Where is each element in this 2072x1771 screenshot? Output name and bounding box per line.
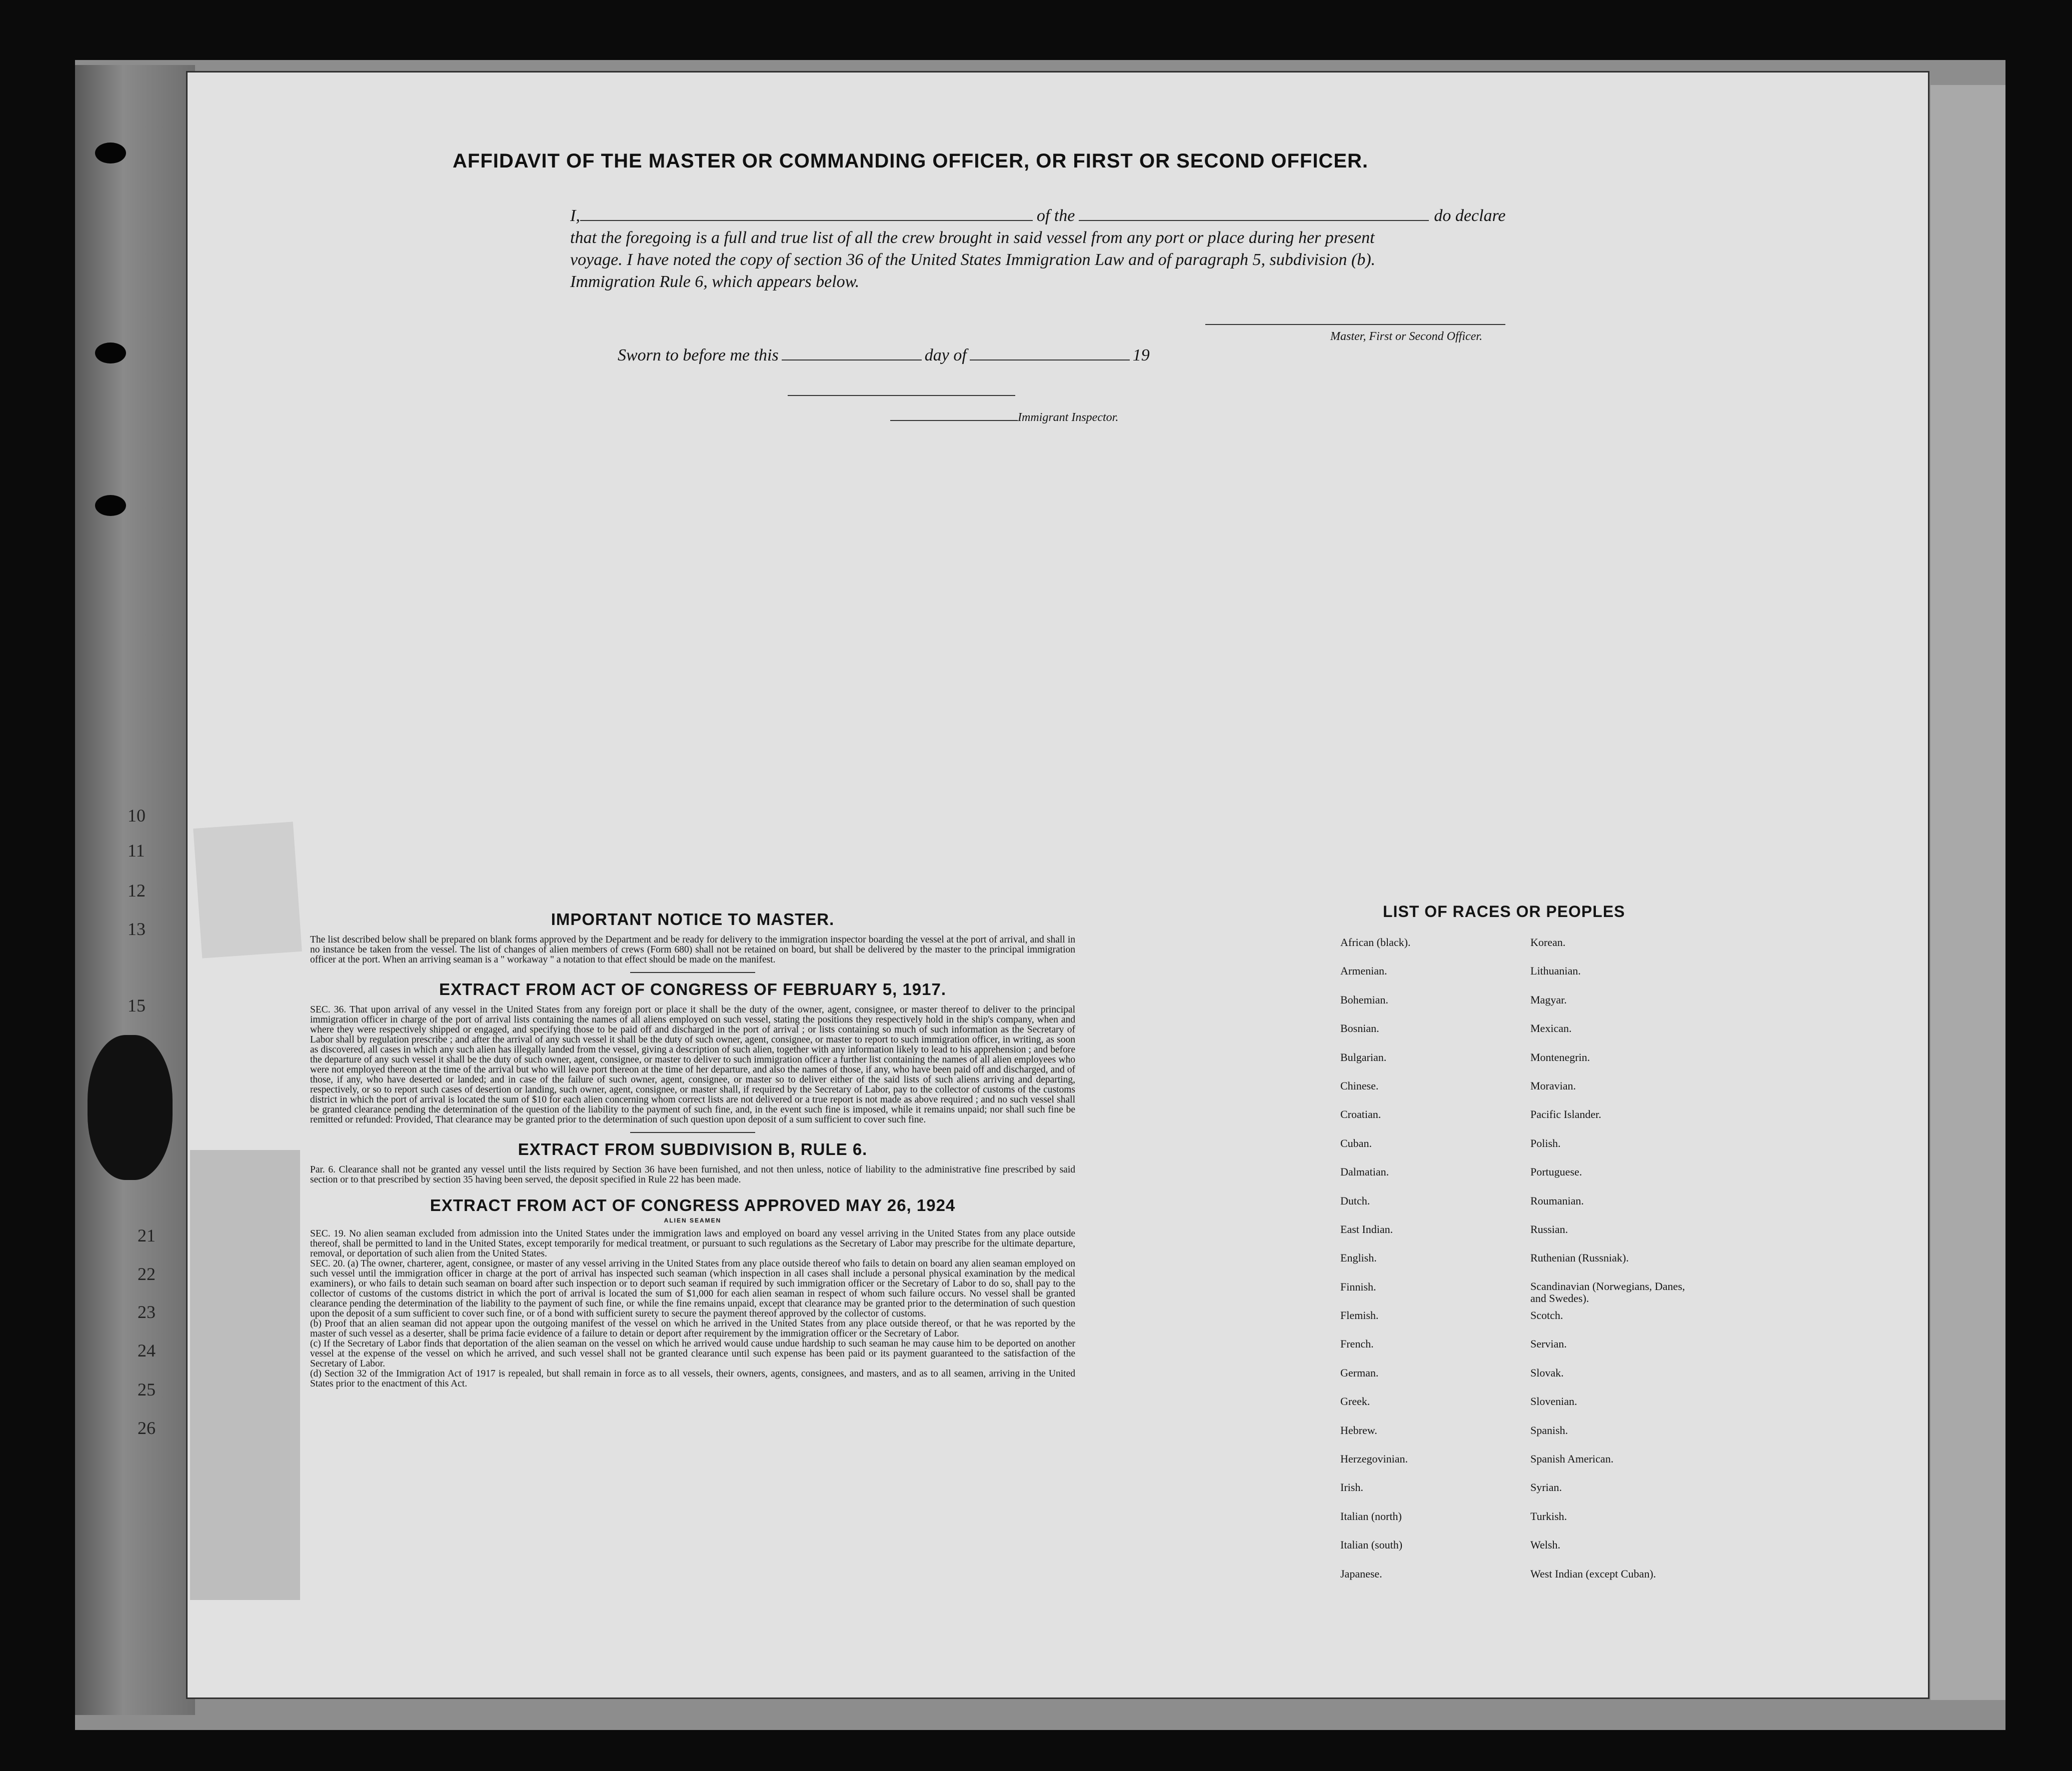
race-item: Finnish. [1340, 1280, 1376, 1293]
affidavit-i: I, [570, 206, 580, 225]
race-item: Italian (north) [1340, 1510, 1402, 1522]
race-item: Turkish. [1530, 1510, 1567, 1522]
race-item: German. [1340, 1366, 1379, 1379]
act-1924-sec20b: (b) Proof that an alien seaman did not appear upon the outgoing manifest of the vessel on which he arrived in the United States from any place outside thereof, or that he was reported by the master of such vessel as a deserter, shall be prima facie evidence of a failure to detain or deport after requirement by the immigration officer or the Secretary of Labor. [310, 1318, 1075, 1339]
race-item: Italian (south) [1340, 1538, 1403, 1552]
race-item: Bohemian. [1340, 993, 1388, 1006]
race-item: Welsh. [1530, 1538, 1560, 1552]
margin-number: 15 [128, 996, 146, 1016]
race-item: Spanish American. [1530, 1452, 1614, 1466]
act-1917-text: SEC. 36. That upon arrival of any vessel in the United States from any foreign port or place it shall be the duty of the owner, agent, consignee, or master thereof to deliver to the principal immigration officer in charge of the port of arrival lists containing the names of all aliens employed on such vessel, stating the positions they respectively hold in the ship's company, when and where they were respectively shipped or engaged, and specifying those to be paid off and discharged in the port of arrival ; or lists containing so much of such information as the Secretary of Labor shall by regulation prescribe ; and after the arrival of any such vessel it shall be the duty of such owner, agent, consignee, or master to report to such immigration officer, in writing, as soon as discovered, all cases in which any such alien has illegally landed from the vessel, giving a description of such alien, together with any information likely to lead to his apprehension ; and before the departure of any such vessel it shall be the duty of such owner, agent, consignee, or master to deliver to such immigration officer a further list containing the names of all alien employees who were not employed thereon at the time of the arrival but who will leave port thereon at the time of her departure, and also the names of those, if any, who have been paid off and discharged, and of those, if any, who have deserted or landed; and in case of the failure of such owner, agent, consignee, or master so to deliver either of the said lists of such aliens arriving and departing, respectively, or so to report such cases of desertion or landing, such owner, agent, consignee, or master shall, if required by the Secretary of Labor, pay to the collector of customs of the customs district in which the port of arrival is located the sum of $10 for each alien concerning whom correct lists are not delivered or a true report is not made as above required ; and no such vessel shall be granted clearance pending the determination of the question of the liability to the payment of such fine, and, in the event such fine is imposed, while it remains unpaid; nor shall such fine be remitted or refunded: Provided, That clearance may be granted prior to the determination of such question upon deposit of a sum sufficient to cover such fine. [310, 1004, 1075, 1125]
margin-number: 26 [138, 1418, 156, 1438]
torn-tab [193, 822, 302, 958]
race-item: Korean. [1530, 936, 1566, 948]
affidavit-declare: do declare [1434, 206, 1506, 225]
act-1924-subtitle: ALIEN SEAMEN [664, 1217, 722, 1224]
notice-section [310, 910, 1075, 1389]
vessel-blank[interactable] [1079, 220, 1429, 221]
race-item: Bosnian. [1340, 1022, 1379, 1035]
race-item: Chinese. [1340, 1079, 1379, 1092]
margin-number: 24 [138, 1340, 156, 1360]
race-item: Herzegovinian. [1340, 1452, 1408, 1466]
race-item: Scotch. [1530, 1309, 1563, 1322]
margin-number: 22 [138, 1264, 156, 1284]
race-item: Syrian. [1530, 1481, 1562, 1494]
affidavit-line-2: that the foregoing is a full and true list of all the crew brought in said vessel from any port or place during her present [570, 228, 1375, 247]
affidavit-line-4: Immigration Rule 6, which appears below. [570, 272, 860, 291]
day-of-label: day of [924, 346, 967, 364]
race-item: Hebrew. [1340, 1424, 1377, 1436]
margin-number: 10 [128, 806, 146, 826]
races-left-column [1340, 936, 1530, 1596]
race-item: Bulgarian. [1340, 1050, 1387, 1064]
inspector-signature-line-2[interactable] [890, 420, 1018, 421]
race-item: Moravian. [1530, 1079, 1576, 1092]
races-list [1340, 902, 1740, 1596]
race-item: Japanese. [1340, 1567, 1382, 1580]
race-item: Cuban. [1340, 1136, 1372, 1150]
race-item: French. [1340, 1338, 1374, 1350]
notice-text: The list described below shall be prepared on blank forms approved by the Department and be ready for delivery to the immigration inspector boarding the vessel at the port of arrival, and shall in no instance be taken from the vessel. The list of changes of alien members of crews (Form 680) shall not be retained on board, but shall be delivered by the master to the principal immigration officer at the port. When an arriving seaman is a " workaway " a notation to that effect should be made on the manifest. [310, 934, 1075, 965]
inspector-signature-line[interactable] [788, 395, 1015, 396]
divider [630, 1132, 755, 1133]
race-item: Greek. [1340, 1395, 1370, 1408]
act-1924-sec19: SEC. 19. No alien seaman excluded from admission into the United States under the immigration laws and employed on board any vessel arriving in the United States from any place outside thereof, shall be permitted to land in the United States, except temporarily for medical treatment, or pursuant to such regulations as the Secretary of Labor may prescribe for the ultimate departure, removal, or deportation of such alien from the United States. [310, 1228, 1075, 1259]
race-item: Irish. [1340, 1481, 1363, 1494]
race-item: Dutch. [1340, 1194, 1370, 1207]
act-1917-title: EXTRACT FROM ACT OF CONGRESS OF FEBRUARY 5, 1917. [439, 980, 947, 998]
margin-number: 21 [138, 1226, 156, 1246]
notice-title: IMPORTANT NOTICE TO MASTER. [551, 910, 835, 928]
sworn-line [618, 346, 1150, 365]
race-item: Lithuanian. [1530, 964, 1581, 978]
binder-hole-icon [95, 495, 126, 516]
race-item: Russian. [1530, 1222, 1568, 1236]
master-signature-line[interactable] [1205, 324, 1505, 325]
race-item: Roumanian. [1530, 1194, 1584, 1207]
race-item: East Indian. [1340, 1222, 1393, 1236]
backing-sheet-edge [1930, 85, 2005, 1700]
race-item: Magyar. [1530, 993, 1567, 1006]
affidavit-of-the: of the [1036, 206, 1075, 225]
affidavit-title: AFFIDAVIT OF THE MASTER OR COMMANDING OFFICER, OR FIRST OR SECOND OFFICER. [453, 150, 1368, 172]
binder-hole-icon [95, 142, 126, 164]
affidavit-statement [570, 205, 1550, 293]
margin-number: 13 [128, 919, 146, 939]
race-item: African (black). [1340, 936, 1411, 948]
margin-number: 12 [128, 880, 146, 900]
margin-number: 23 [138, 1302, 156, 1322]
race-item: English. [1340, 1252, 1377, 1264]
margin-number: 25 [138, 1380, 156, 1400]
affidavit-line-3: voyage. I have noted the copy of section 36 of the United States Immigration Law and of paragraph 5, subdivision (b). [570, 250, 1376, 269]
races-title: LIST OF RACES OR PEOPLES [1383, 902, 1625, 920]
race-item: Pacific Islander. [1530, 1108, 1601, 1121]
race-item: Scandinavian (Norwegians, Danes, and Swedes). [1530, 1280, 1685, 1304]
race-item: Polish. [1530, 1136, 1561, 1150]
binder-hole-icon [95, 342, 126, 364]
torn-edge [190, 1150, 300, 1600]
seal-icon [88, 1035, 173, 1180]
race-item: Servian. [1530, 1338, 1567, 1350]
race-item: Spanish. [1530, 1424, 1568, 1436]
race-item: Dalmatian. [1340, 1166, 1389, 1178]
race-item: Croatian. [1340, 1108, 1381, 1121]
races-right-column [1530, 936, 1720, 1596]
rule-6-text: Par. 6. Clearance shall not be granted any vessel until the lists required by Section 36 have been furnished, and not then unless, notice of liability to the administrative fine prescribed by said section or to that prescribed by section 35 having been served, the deposit specified in Rule 22 has been made. [310, 1164, 1075, 1185]
sworn-label: Sworn to before me this [618, 346, 779, 364]
race-item: Montenegrin. [1530, 1050, 1590, 1064]
race-item: Portuguese. [1530, 1166, 1582, 1178]
inspector-label: Immigrant Inspector. [1018, 411, 1119, 424]
bleed-through-text [650, 440, 654, 464]
race-item: Mexican. [1530, 1022, 1572, 1035]
race-item: Slovenian. [1530, 1395, 1577, 1408]
name-blank[interactable] [580, 220, 1033, 221]
act-1924-sec20d: (d) Section 32 of the Immigration Act of 1917 is repealed, but shall remain in force as to all vessels, their owners, agents, consignees, and masters, and as to all seamen, arriving in the United States prior to the enactment of this Act. [310, 1368, 1075, 1389]
rule-6-title: EXTRACT FROM SUBDIVISION B, RULE 6. [518, 1140, 868, 1158]
year-label: 19 [1132, 346, 1150, 364]
divider [630, 972, 755, 973]
act-1924-sec20c: (c) If the Secretary of Labor finds that deportation of the alien seaman on the vessel on which he arrived would cause undue hardship to such seaman he may cause him to be deported on another vessel at the expense of the vessel on which he arrived, and such vessel shall not be granted clearance until such expense has been paid or its payment guaranteed to the satisfaction of the Secretary of Labor. [310, 1338, 1075, 1369]
master-label: Master, First or Second Officer. [1330, 330, 1482, 343]
race-item: Flemish. [1340, 1309, 1379, 1322]
race-item: Armenian. [1340, 964, 1387, 978]
race-item: Slovak. [1530, 1366, 1564, 1379]
act-1924-sec20a: SEC. 20. (a) The owner, charterer, agent, consignee, or master of any vessel arriving in the United States from any place outside thereof who fails to detain on board any alien seaman employed on such vessel until the immigration officer in charge at the port of arrival has inspected such seaman (which inspection in all cases shall include a personal physical examination by the medical examiners), or who fails to detain such seaman on board after such inspection or to deport such seaman if required by such immigration officer or the Secretary of Labor to do so, shall pay to the collector of customs of the customs district in which the port of arrival is located the sum of $1,000 for each alien seaman in respect of whom such failure occurs. No vessel shall be granted clearance pending the determination of the liability to the payment of such fine, or while the fine remains unpaid, except that clearance may be granted prior to the determination of such question upon the deposit of a sum sufficient to cover such fine, or of a bond with sufficient surety to secure the payment thereof approved by the collector of customs. [310, 1258, 1075, 1319]
race-item: West Indian (except Cuban). [1530, 1567, 1656, 1580]
act-1924-title: EXTRACT FROM ACT OF CONGRESS APPROVED MAY 26, 1924 [430, 1196, 956, 1214]
race-item: Ruthenian (Russniak). [1530, 1252, 1629, 1264]
margin-number: 11 [128, 840, 145, 860]
